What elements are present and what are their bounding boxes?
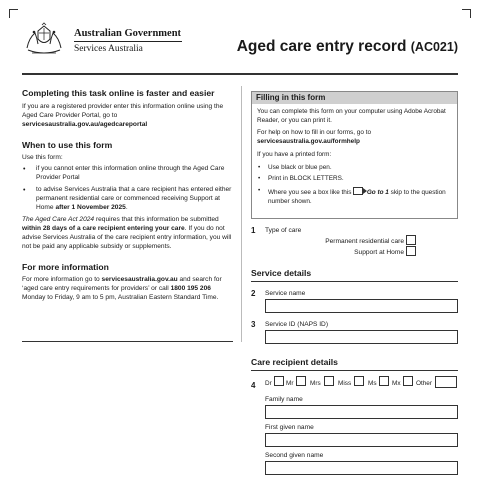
first-given-name-label: First given name: [265, 424, 314, 431]
filling-list: [257, 164, 453, 207]
title-miss-checkbox[interactable]: [354, 376, 364, 386]
question-1-label: Type of care: [265, 227, 302, 234]
permanent-care-label: Permanent residential care: [325, 238, 404, 245]
service-name-field[interactable]: [265, 299, 458, 313]
formhelp-link[interactable]: servicesaustralia.gov.au/formhelp: [257, 138, 360, 146]
service-id-field[interactable]: [265, 330, 458, 344]
question-3-label: Service ID (NAPS ID): [265, 321, 329, 328]
act-paragraph: The Aged Care Act 2024 requires that this information be submitted within 28 days of a care recipient entering your care. If you do not advise Services Australia of the care recipient entry information, you will not be paid any applicable subsidy or supplements.: [22, 215, 232, 250]
question-2-label: Service name: [265, 290, 306, 297]
title-mr-checkbox[interactable]: [296, 376, 306, 386]
second-given-name-label: Second given name: [265, 452, 324, 459]
logo-divider: [74, 41, 182, 42]
title-mrs-checkbox[interactable]: [324, 376, 334, 386]
left-column-bottom-rule: [22, 341, 233, 342]
more-info-heading: For more information: [22, 261, 109, 272]
header-rule: [22, 73, 458, 75]
crop-mark-top-left: [9, 9, 18, 18]
website-link[interactable]: servicesaustralia.gov.au: [101, 276, 178, 284]
filling-p1: You can complete this form on your computer using Adobe Acrobat Reader, or you can print it.: [257, 108, 446, 124]
column-divider: [241, 86, 242, 342]
question-4-number: 4: [251, 381, 256, 390]
filling-in-panel: [251, 91, 458, 219]
family-name-field[interactable]: [265, 405, 458, 419]
government-name: Australian Government: [74, 28, 182, 39]
care-recipient-heading: Care recipient details: [251, 357, 338, 367]
question-3-number: 3: [251, 320, 256, 329]
phone-number: 1800 195 206: [170, 285, 211, 293]
family-name-label: Family name: [265, 396, 303, 403]
form-title-text: Aged care entry record: [236, 38, 407, 55]
coat-of-arms-icon: [22, 22, 66, 56]
portal-link[interactable]: servicesaustralia.gov.au/agedcareportal: [22, 120, 148, 128]
question-1-number: 1: [251, 226, 256, 235]
list-item: • Where you see a box like this Go to 1 skip to the question number shown.: [257, 187, 453, 206]
title-mx-checkbox[interactable]: [403, 376, 413, 386]
left-column: [22, 88, 233, 305]
title-other-field[interactable]: [435, 376, 457, 388]
online-text: If you are a registered provider enter this information online using the Aged Care Provider Portal, go to servicesaustralia.gov.au/agedcareportal: [22, 102, 224, 128]
second-given-name-field[interactable]: [265, 461, 458, 475]
service-details-rule: [251, 281, 458, 282]
support-at-home-label: Support at Home: [354, 249, 404, 256]
support-at-home-checkbox[interactable]: [406, 246, 416, 256]
filling-p2: For help on how to fill in our forms, go to servicesaustralia.gov.au/formhelp: [257, 129, 372, 146]
list-item: • to advise Services Australia that a care recipient has entered either permanent residential care or commenced receiving Support at Home after 1 November 2025.: [22, 186, 233, 213]
crop-mark-top-right: [462, 9, 471, 18]
form-code: (AC021): [410, 40, 458, 54]
first-given-name-field[interactable]: [265, 433, 458, 447]
permanent-care-checkbox[interactable]: [406, 235, 416, 245]
online-heading: Completing this task online is faster and easier: [22, 88, 215, 98]
more-info-text: For more information go to servicesaustralia.gov.au and search for ‘aged care entry requirements for providers’ or call 1800 195 206 Monday to Friday, 9 am to 5 pm, Australian Eastern Standard Time.: [22, 276, 222, 302]
service-details-heading: Service details: [251, 268, 312, 278]
government-logo: [22, 22, 182, 56]
title-dr-checkbox[interactable]: [274, 376, 284, 386]
list-item: • Use black or blue pen.: [257, 164, 453, 173]
title-ms-checkbox[interactable]: [379, 376, 389, 386]
care-recipient-rule: [251, 370, 458, 371]
list-item: • Print in BLOCK LETTERS.: [257, 175, 453, 184]
goto-arrow-icon: [353, 187, 363, 195]
title-options: Dr Mr Mrs Miss Ms Mx Other: [265, 376, 458, 390]
filling-p3: If you have a printed form:: [257, 150, 332, 158]
filling-heading: Filling in this form: [252, 92, 457, 104]
when-list: [22, 165, 233, 213]
question-2-number: 2: [251, 289, 256, 298]
list-item: • if you cannot enter this information online through the Aged Care Provider Portal: [22, 165, 233, 183]
when-heading: When to use this form: [22, 139, 113, 150]
agency-name: Services Australia: [74, 44, 143, 54]
when-intro: Use this form:: [22, 154, 63, 162]
form-title: [237, 38, 458, 56]
